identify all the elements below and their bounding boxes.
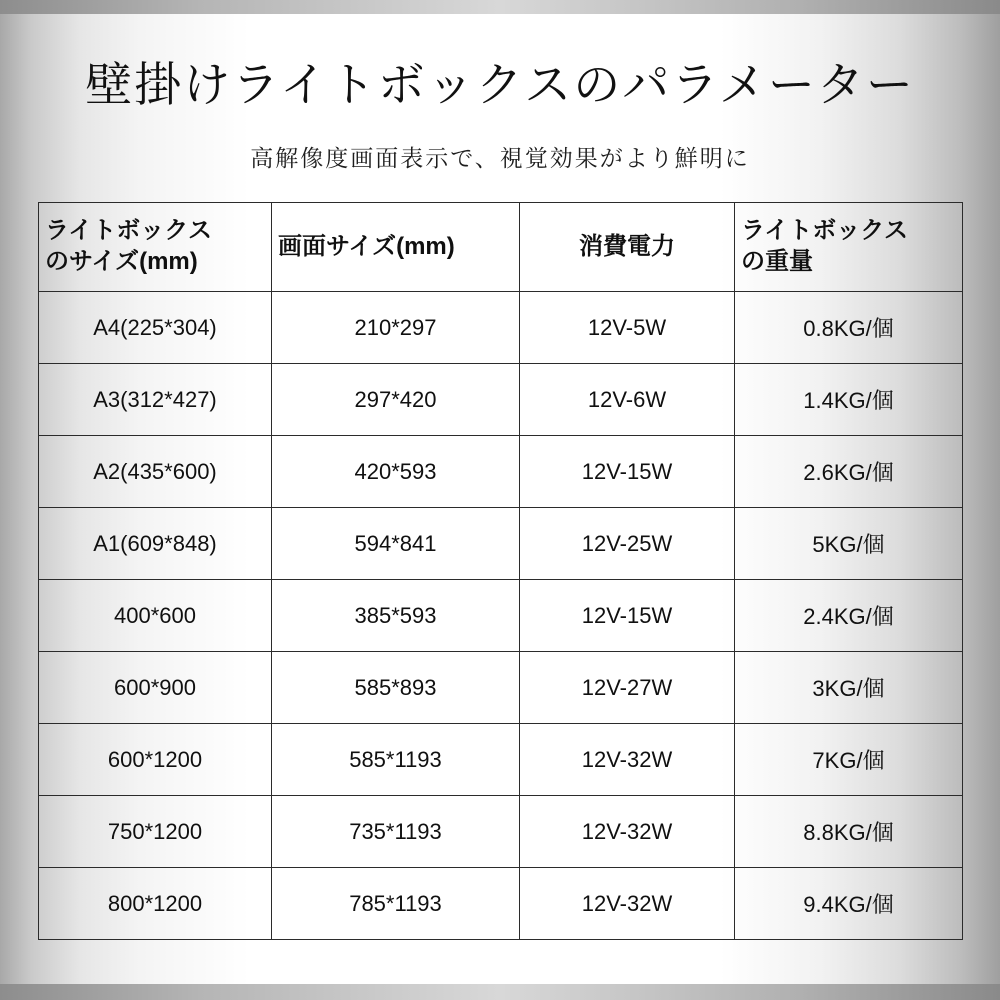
- table-header-row: [39, 203, 963, 292]
- cell-size: A2(435*600): [39, 436, 272, 508]
- cell-size: 750*1200: [39, 796, 272, 868]
- cell-weight: 0.8KG/個: [735, 292, 963, 364]
- table-row: [39, 364, 963, 436]
- cell-power: 12V-6W: [520, 364, 735, 436]
- table-row: [39, 292, 963, 364]
- cell-screen: 420*593: [272, 436, 520, 508]
- cell-power: 12V-32W: [520, 868, 735, 940]
- page-subtitle: 高解像度画面表示で、視覚効果がより鮮明に: [250, 145, 750, 171]
- column-header-lightbox-size: [39, 203, 272, 292]
- spec-table-container: [38, 202, 962, 940]
- page-title: 壁掛けライトボックスのパラメーター: [85, 58, 915, 111]
- table-row: [39, 724, 963, 796]
- cell-screen: 385*593: [272, 580, 520, 652]
- column-header-lightbox-size-line2: のサイズ(mm): [45, 248, 198, 275]
- cell-size: A3(312*427): [39, 364, 272, 436]
- cell-weight: 1.4KG/個: [735, 364, 963, 436]
- table-row: [39, 652, 963, 724]
- column-header-power: [520, 203, 735, 292]
- cell-screen: 585*893: [272, 652, 520, 724]
- column-header-weight-line2: の重量: [741, 248, 813, 275]
- table-row: [39, 436, 963, 508]
- cell-screen: 210*297: [272, 292, 520, 364]
- table-row: [39, 796, 963, 868]
- column-header-power-line1: 消費電力: [579, 232, 675, 260]
- cell-size: A1(609*848): [39, 508, 272, 580]
- cell-screen: 735*1193: [272, 796, 520, 868]
- spec-table: [38, 202, 963, 940]
- table-row: [39, 508, 963, 580]
- cell-power: 12V-15W: [520, 436, 735, 508]
- cell-size: 400*600: [39, 580, 272, 652]
- cell-weight: 5KG/個: [735, 508, 963, 580]
- spec-table-body: [39, 292, 963, 940]
- top-gradient-band: [0, 0, 1000, 14]
- bottom-gradient-band: [0, 984, 1000, 1000]
- cell-size: A4(225*304): [39, 292, 272, 364]
- cell-size: 800*1200: [39, 868, 272, 940]
- cell-power: 12V-27W: [520, 652, 735, 724]
- column-header-screen-size-line1: 画面サイズ(mm): [278, 232, 455, 260]
- column-header-weight: [735, 203, 963, 292]
- cell-power: 12V-15W: [520, 580, 735, 652]
- cell-power: 12V-32W: [520, 724, 735, 796]
- cell-weight: 2.4KG/個: [735, 580, 963, 652]
- cell-weight: 3KG/個: [735, 652, 963, 724]
- cell-weight: 8.8KG/個: [735, 796, 963, 868]
- cell-size: 600*1200: [39, 724, 272, 796]
- cell-screen: 297*420: [272, 364, 520, 436]
- table-row: [39, 868, 963, 940]
- cell-power: 12V-25W: [520, 508, 735, 580]
- cell-power: 12V-32W: [520, 796, 735, 868]
- column-header-lightbox-size-line1: ライトボックス: [45, 217, 213, 245]
- spec-table-header: [39, 203, 963, 292]
- cell-screen: 785*1193: [272, 868, 520, 940]
- cell-power: 12V-5W: [520, 292, 735, 364]
- column-header-weight-line1: ライトボックス: [741, 217, 909, 245]
- cell-weight: 2.6KG/個: [735, 436, 963, 508]
- cell-screen: 594*841: [272, 508, 520, 580]
- table-row: [39, 580, 963, 652]
- cell-weight: 9.4KG/個: [735, 868, 963, 940]
- column-header-screen-size: [272, 203, 520, 292]
- cell-size: 600*900: [39, 652, 272, 724]
- cell-weight: 7KG/個: [735, 724, 963, 796]
- cell-screen: 585*1193: [272, 724, 520, 796]
